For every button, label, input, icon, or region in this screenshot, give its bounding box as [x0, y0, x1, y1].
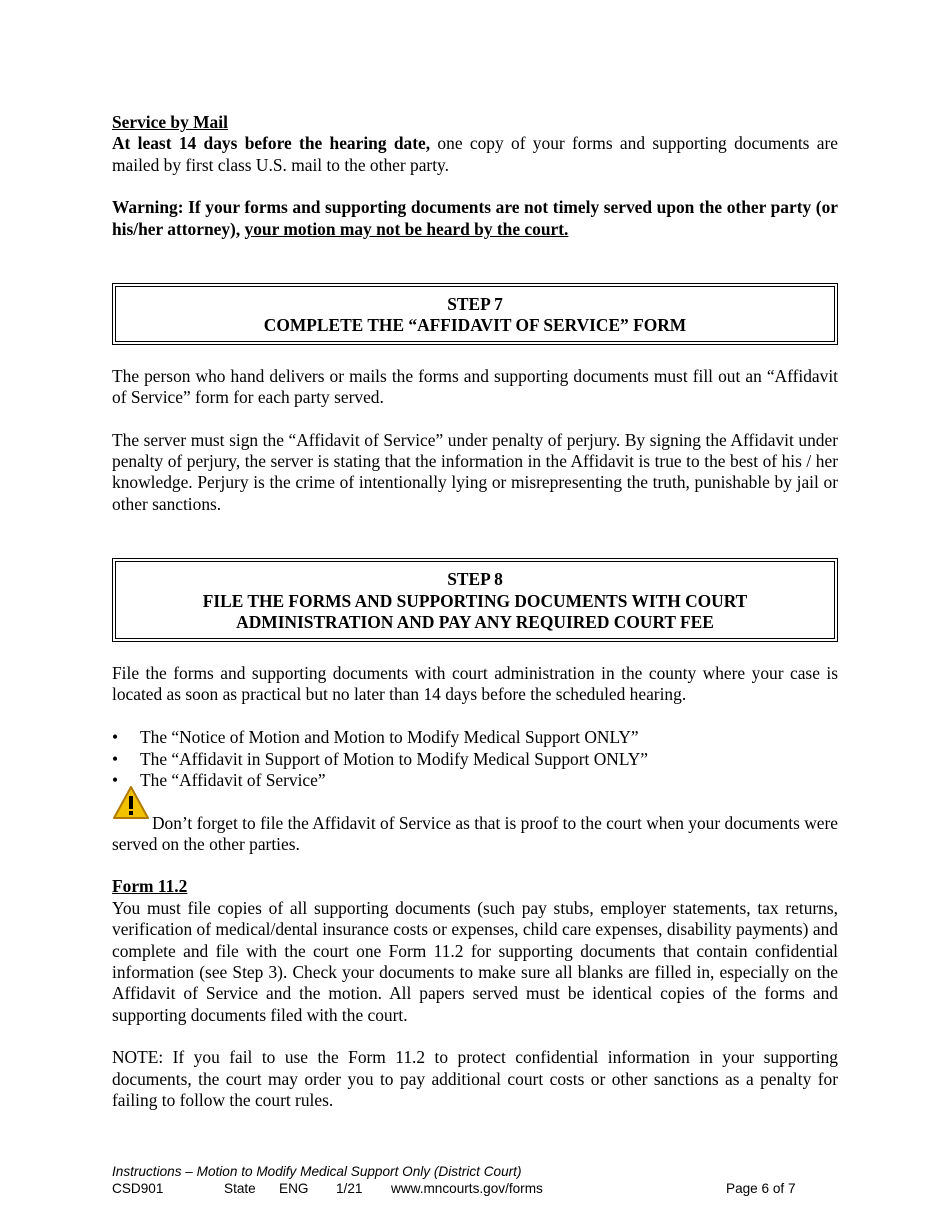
- warning-paragraph: [112, 197, 838, 240]
- form112-heading: Form 11.2: [112, 876, 188, 897]
- step7-box: [112, 283, 838, 345]
- list-item: • The “Affidavit in Support of Motion to Modify Medical Support ONLY”: [112, 748, 648, 769]
- footer-meta: [112, 1180, 838, 1197]
- warning-underlined: your motion may not be heard by the court.: [244, 218, 569, 239]
- service-by-mail-text: [112, 133, 838, 176]
- step8-title-line2: ADMINISTRATION AND PAY ANY REQUIRED COURT FEE: [236, 612, 714, 633]
- reminder-text: Don’t forget to file the Affidavit of Service as that is proof to the court when your documents were served on the other parties.: [112, 812, 838, 854]
- footer-url[interactable]: www.mncourts.gov/forms: [391, 1181, 543, 1196]
- form112-paragraph: You must file copies of all supporting documents (such pay stubs, employer statements, tax returns, verification of medical/dental insurance costs or expenses, child care expenses, disability payments) and complete and file with the court one Form 11.2 for supporting documents that contain confidential information (see Step 3). Check your documents to make sure all blanks are filled in, especially on the Affidavit of Service and the motion. All papers served must be identical copies of the forms and supporting documents filed with the court.: [112, 897, 838, 1025]
- document-page: [112, 112, 838, 1111]
- note-paragraph: NOTE: If you fail to use the Form 11.2 to protect confidential information in your supporting documents, the court may order you to pay additional court costs or other sanctions as a penalty for failing to follow the court rules.: [112, 1047, 838, 1110]
- footer-code: CSD901: [112, 1181, 164, 1196]
- step8-label: STEP 8: [447, 569, 503, 590]
- step7-label: STEP 7: [447, 294, 503, 315]
- step7-paragraph-2: The server must sign the “Affidavit of Service” under penalty of perjury. By signing the Affidavit under penalty of perjury, the server is stating that the information in the Affidavit is true to the best of his / her knowledge. Perjury is the crime of intentionally lying or misrepresenting the truth, punishable by jail or other sanctions.: [112, 429, 838, 514]
- step7-title: COMPLETE THE “AFFIDAVIT OF SERVICE” FORM: [263, 315, 687, 336]
- step8-title-line1: FILE THE FORMS AND SUPPORTING DOCUMENTS WITH COURT: [202, 590, 748, 611]
- service-by-mail-lead: At least 14 days before the hearing date,: [112, 133, 431, 154]
- footer-page-number: Page 6 of 7: [726, 1181, 796, 1196]
- service-by-mail-heading: Service by Mail: [112, 112, 228, 132]
- warning-bold: Warning: If your forms and supporting documents are not timely served upon the other party (or his/her attorney),: [112, 197, 838, 239]
- page-footer: [112, 1163, 838, 1197]
- step8-box: [112, 558, 838, 641]
- list-item: • The “Notice of Motion and Motion to Modify Medical Support ONLY”: [112, 727, 639, 748]
- footer-jurisdiction: State: [224, 1181, 256, 1196]
- footer-date: 1/21: [336, 1181, 363, 1196]
- documents-list: [112, 727, 838, 791]
- warning-triangle-icon: [112, 785, 150, 821]
- step8-paragraph: File the forms and supporting documents with court administration in the county where your case is located as soon as practical but no later than 14 days before the scheduled hearing.: [112, 662, 838, 704]
- list-item: • The “Affidavit of Service”: [112, 770, 326, 791]
- step7-paragraph-1: The person who hand delivers or mails the forms and supporting documents must fill out an “Affidavit of Service” form for each party served.: [112, 365, 838, 408]
- reminder-paragraph: [112, 813, 838, 856]
- footer-title: Instructions – Motion to Modify Medical Support Only (District Court): [112, 1164, 522, 1179]
- service-by-mail-rest: one copy of your forms and supporting documents are mailed by first class U.S. mail to the other party.: [112, 133, 838, 175]
- footer-language: ENG: [279, 1181, 309, 1196]
